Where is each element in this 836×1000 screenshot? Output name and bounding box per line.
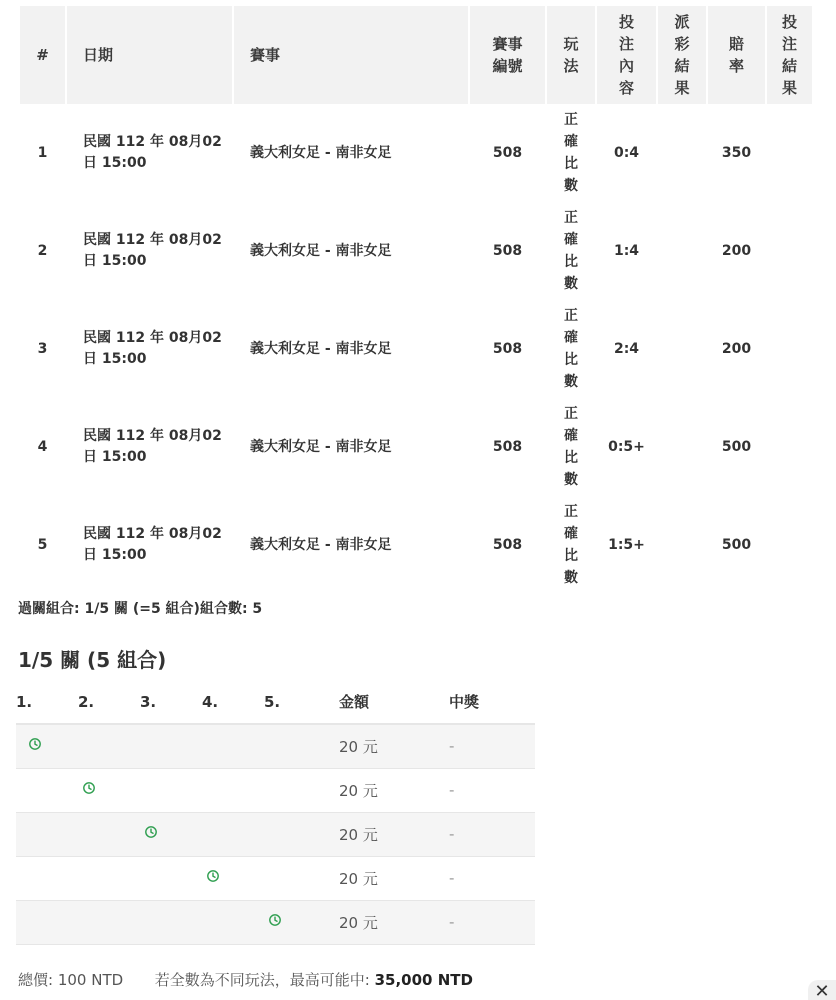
combo-row xyxy=(16,812,535,856)
table-row xyxy=(20,398,812,496)
row-date: 民國 112 年 08月02日 15:00 xyxy=(83,134,222,171)
total-label: 總價: xyxy=(18,971,54,989)
clock-icon xyxy=(82,781,96,795)
table-row xyxy=(20,300,812,398)
combo-leg-cell xyxy=(78,768,140,812)
row-payout xyxy=(658,496,706,594)
header-play xyxy=(547,6,595,104)
header-match-no xyxy=(470,6,545,104)
row-odds: 200 xyxy=(721,242,752,259)
header-result xyxy=(767,6,812,104)
header-result-text: 投注結果 xyxy=(781,13,797,97)
combo-leg-cell xyxy=(140,856,202,900)
combo-amount: 20 元 xyxy=(339,768,449,812)
clock-icon xyxy=(206,869,220,883)
combo-title: 1/5 關 (5 組合) xyxy=(18,648,167,672)
row-date: 民國 112 年 08月02日 15:00 xyxy=(83,232,222,269)
row-play-text: 正確比數 xyxy=(564,112,578,194)
header-selection xyxy=(597,6,656,104)
row-result xyxy=(767,300,812,398)
combo-header-win: 中獎 xyxy=(449,680,535,724)
combo-amount: 20 元 xyxy=(339,724,449,768)
combo-row xyxy=(16,900,535,944)
combo-leg-cell xyxy=(202,724,264,768)
combo-header-leg-5: 5. xyxy=(264,680,339,724)
row-match: 義大利女足 - 南非女足 xyxy=(250,242,392,259)
row-selection: 0:5+ xyxy=(608,438,645,455)
close-icon: ✕ xyxy=(814,981,830,1000)
combo-table xyxy=(16,680,535,945)
header-odds xyxy=(708,6,765,104)
combo-leg-cell xyxy=(264,856,339,900)
combo-leg-cell xyxy=(78,724,140,768)
combo-header-leg-2: 2. xyxy=(78,680,140,724)
combo-row xyxy=(16,724,535,768)
row-match-no: 508 xyxy=(492,340,523,357)
row-result xyxy=(767,496,812,594)
combo-leg-cell xyxy=(16,900,78,944)
header-date: 日期 xyxy=(67,6,232,104)
row-selection: 0:4 xyxy=(613,144,640,161)
combo-amount: 20 元 xyxy=(339,900,449,944)
header-play-text: 玩法 xyxy=(563,35,579,75)
row-payout xyxy=(658,104,706,202)
combo-leg-cell xyxy=(140,900,202,944)
combo-header-leg-1: 1. xyxy=(16,680,78,724)
combo-header-leg-4: 4. xyxy=(202,680,264,724)
combo-leg-cell xyxy=(78,856,140,900)
combo-leg-cell xyxy=(140,724,202,768)
row-play-text: 正確比數 xyxy=(564,308,578,390)
combo-leg-cell xyxy=(16,856,78,900)
row-payout xyxy=(658,202,706,300)
row-play-text: 正確比數 xyxy=(564,504,578,586)
combo-row xyxy=(16,856,535,900)
row-odds: 200 xyxy=(721,340,752,357)
combo-win: - xyxy=(449,812,535,856)
max-label: 若全數為不同玩法，最高可能中: xyxy=(154,971,370,989)
combo-leg-cell xyxy=(140,768,202,812)
combo-row xyxy=(16,768,535,812)
combo-header-leg-3: 3. xyxy=(140,680,202,724)
combo-leg-cell xyxy=(140,812,202,856)
row-play xyxy=(547,104,595,202)
combo-leg-cell xyxy=(264,812,339,856)
max-value: 35,000 NTD xyxy=(374,971,473,989)
header-selection-text: 投注內容 xyxy=(618,13,634,97)
bets-table xyxy=(18,6,814,594)
combo-amount: 20 元 xyxy=(339,856,449,900)
combo-leg-cell xyxy=(202,768,264,812)
row-odds: 350 xyxy=(721,144,752,161)
row-index: 5 xyxy=(37,536,48,553)
row-match: 義大利女足 - 南非女足 xyxy=(250,536,392,553)
row-date: 民國 112 年 08月02日 15:00 xyxy=(83,330,222,367)
row-play xyxy=(547,496,595,594)
combo-leg-cell xyxy=(16,768,78,812)
row-index: 1 xyxy=(37,144,48,161)
row-date: 民國 112 年 08月02日 15:00 xyxy=(83,526,222,563)
header-match-no-text: 賽事編號 xyxy=(492,35,523,75)
clock-icon xyxy=(144,825,158,839)
row-match: 義大利女足 - 南非女足 xyxy=(250,340,392,357)
combo-leg-cell xyxy=(264,900,339,944)
combo-leg-cell xyxy=(202,812,264,856)
row-play-text: 正確比數 xyxy=(564,406,578,488)
table-row xyxy=(20,104,812,202)
combo-leg-cell xyxy=(78,900,140,944)
combo-leg-cell xyxy=(264,768,339,812)
row-date: 民國 112 年 08月02日 15:00 xyxy=(83,428,222,465)
row-play xyxy=(547,398,595,496)
footer-summary xyxy=(18,969,473,990)
combo-win: - xyxy=(449,768,535,812)
combo-leg-cell xyxy=(16,724,78,768)
row-index: 2 xyxy=(37,242,48,259)
row-odds: 500 xyxy=(721,536,752,553)
header-match: 賽事 xyxy=(234,6,468,104)
row-match-no: 508 xyxy=(492,144,523,161)
bets-header-row xyxy=(20,6,812,104)
row-result xyxy=(767,104,812,202)
row-payout xyxy=(658,398,706,496)
row-result xyxy=(767,398,812,496)
clock-icon xyxy=(28,737,42,751)
combo-win: - xyxy=(449,856,535,900)
combo-leg-cell xyxy=(78,812,140,856)
row-selection: 1:5+ xyxy=(608,536,645,553)
combo-leg-cell xyxy=(16,812,78,856)
row-play xyxy=(547,202,595,300)
combo-amount: 20 元 xyxy=(339,812,449,856)
row-match-no: 508 xyxy=(492,438,523,455)
clock-icon xyxy=(268,913,282,927)
combo-body xyxy=(16,724,535,944)
combo-leg-cell xyxy=(202,900,264,944)
row-index: 4 xyxy=(37,438,48,455)
row-match-no: 508 xyxy=(492,536,523,553)
row-match: 義大利女足 - 南非女足 xyxy=(250,438,392,455)
row-selection: 1:4 xyxy=(613,242,640,259)
row-play xyxy=(547,300,595,398)
row-selection: 2:4 xyxy=(613,340,640,357)
row-match-no: 508 xyxy=(492,242,523,259)
row-payout xyxy=(658,300,706,398)
close-button[interactable] xyxy=(808,980,836,1000)
table-row xyxy=(20,202,812,300)
table-row xyxy=(20,496,812,594)
total-value: 100 NTD xyxy=(57,971,124,989)
header-odds-text: 賠率 xyxy=(728,35,744,75)
combo-leg-cell xyxy=(202,856,264,900)
row-odds: 500 xyxy=(721,438,752,455)
row-play-text: 正確比數 xyxy=(564,210,578,292)
row-result xyxy=(767,202,812,300)
combo-header-row xyxy=(16,680,535,724)
combo-win: - xyxy=(449,724,535,768)
header-payout-text: 派彩結果 xyxy=(674,13,690,97)
combo-leg-cell xyxy=(264,724,339,768)
combo-header-amount: 金額 xyxy=(339,680,449,724)
combo-win: - xyxy=(449,900,535,944)
row-index: 3 xyxy=(37,340,48,357)
header-payout xyxy=(658,6,706,104)
row-match: 義大利女足 - 南非女足 xyxy=(250,144,392,161)
combo-summary: 過關組合: 1/5 關 (=5 組合)組合數: 5 xyxy=(18,601,263,617)
header-index: # xyxy=(20,6,65,104)
